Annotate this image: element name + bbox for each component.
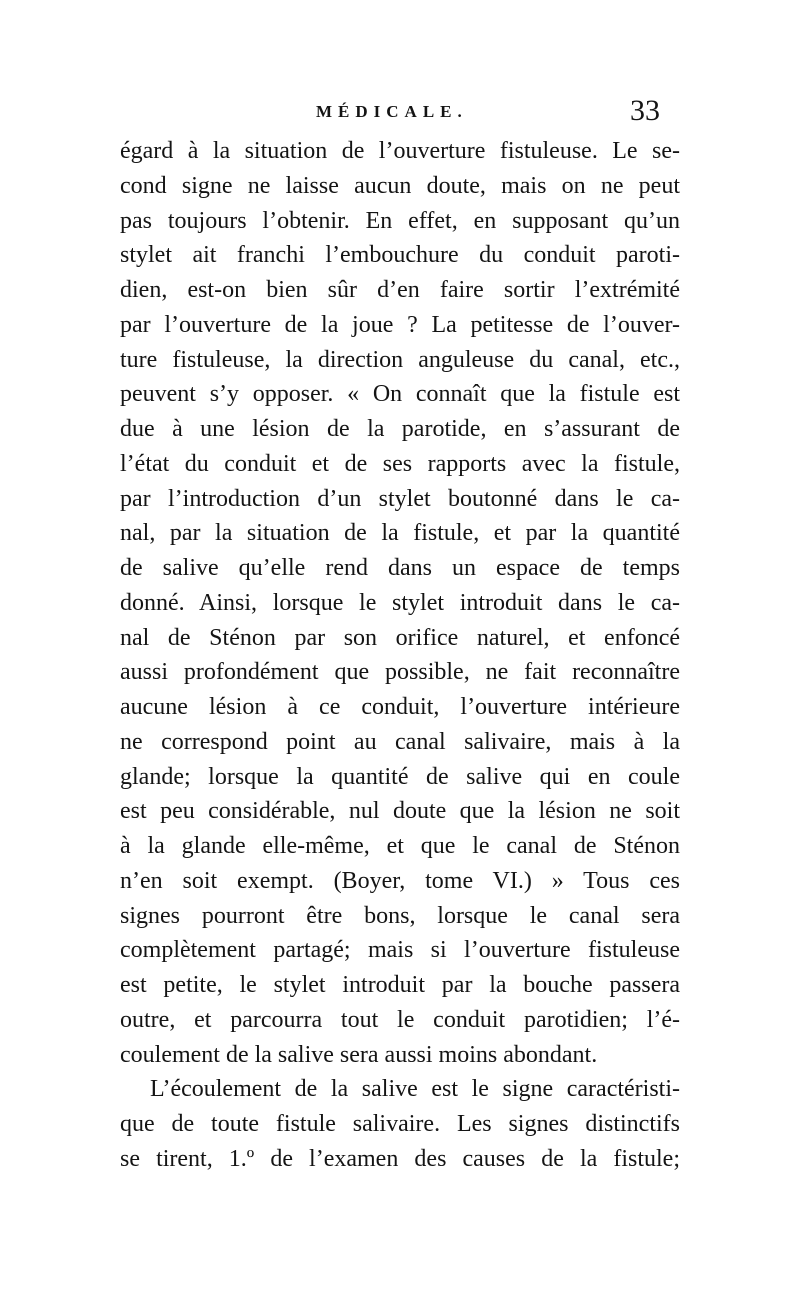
text-line: ture fistuleuse, la direction anguleuse du canal, etc.,	[120, 346, 680, 373]
text-line: donné. Ainsi, lorsque le stylet introduit dans le ca-	[120, 589, 680, 616]
text-line: n’en soit exempt. (Boyer, tome VI.) » Tous ces	[120, 867, 680, 894]
running-title: MÉDICALE.	[316, 102, 468, 121]
text-line: dien, est-on bien sûr d’en faire sortir l’extrémité	[120, 277, 680, 303]
text-line: signes pourront être bons, lorsque le canal sera	[120, 902, 680, 929]
text-line: outre, et parcourra tout le conduit parotidien; l’é-	[120, 1006, 680, 1033]
text-line: due à une lésion de la parotide, en s’assurant de	[120, 416, 680, 442]
text-line: aussi profondément que possible, ne fait reconnaître	[120, 659, 680, 686]
text-line: cond signe ne laisse aucun doute, mais on ne peut	[120, 172, 680, 199]
text-line: coulement de la salive sera aussi moins abondant.	[120, 1041, 598, 1068]
text-line: nal de Sténon par son orifice naturel, et enfoncé	[120, 624, 680, 651]
text-line: glande; lorsque la quantité de salive qui en coule	[120, 763, 680, 790]
text-line: nal, par la situation de la fistule, et par la quantité	[120, 520, 680, 547]
text-line: ne correspond point au canal salivaire, mais à la	[120, 728, 680, 755]
text-line: L’écoulement de la salive est le signe caractéristi-	[150, 1076, 680, 1103]
text-line: pas toujours l’obtenir. En effet, en supposant qu’un	[120, 207, 680, 234]
text-line: complètement partagé; mais si l’ouverture fistuleuse	[120, 937, 680, 964]
page-number: 33	[630, 94, 660, 127]
body-text	[120, 134, 680, 1177]
text-line: à la glande elle-même, et que le canal de Sténon	[120, 833, 680, 859]
text-line: égard à la situation de l’ouverture fistuleuse. Le se-	[120, 138, 680, 164]
running-head	[120, 96, 660, 132]
text-line: de salive qu’elle rend dans un espace de temps	[120, 555, 680, 581]
text-line: par l’ouverture de la joue ? La petitesse de l’ouver-	[120, 311, 680, 338]
text-line: par l’introduction d’un stylet boutonné dans le ca-	[120, 485, 680, 512]
text-line: l’état du conduit et de ses rapports avec la fistule,	[120, 450, 680, 477]
text-line: est petite, le stylet introduit par la bouche passera	[120, 972, 680, 998]
text-line: aucune lésion à ce conduit, l’ouverture intérieure	[120, 694, 680, 720]
text-line: peuvent s’y opposer. « On connaît que la fistule est	[120, 381, 680, 408]
text-line: est peu considérable, nul doute que la lésion ne soit	[120, 798, 680, 825]
text-line: se tirent, 1.º de l’examen des causes de la fistule;	[120, 1145, 680, 1172]
text-line: que de toute fistule salivaire. Les signes distinctifs	[120, 1111, 680, 1137]
text-line: stylet ait franchi l’embouchure du conduit paroti-	[120, 242, 680, 269]
